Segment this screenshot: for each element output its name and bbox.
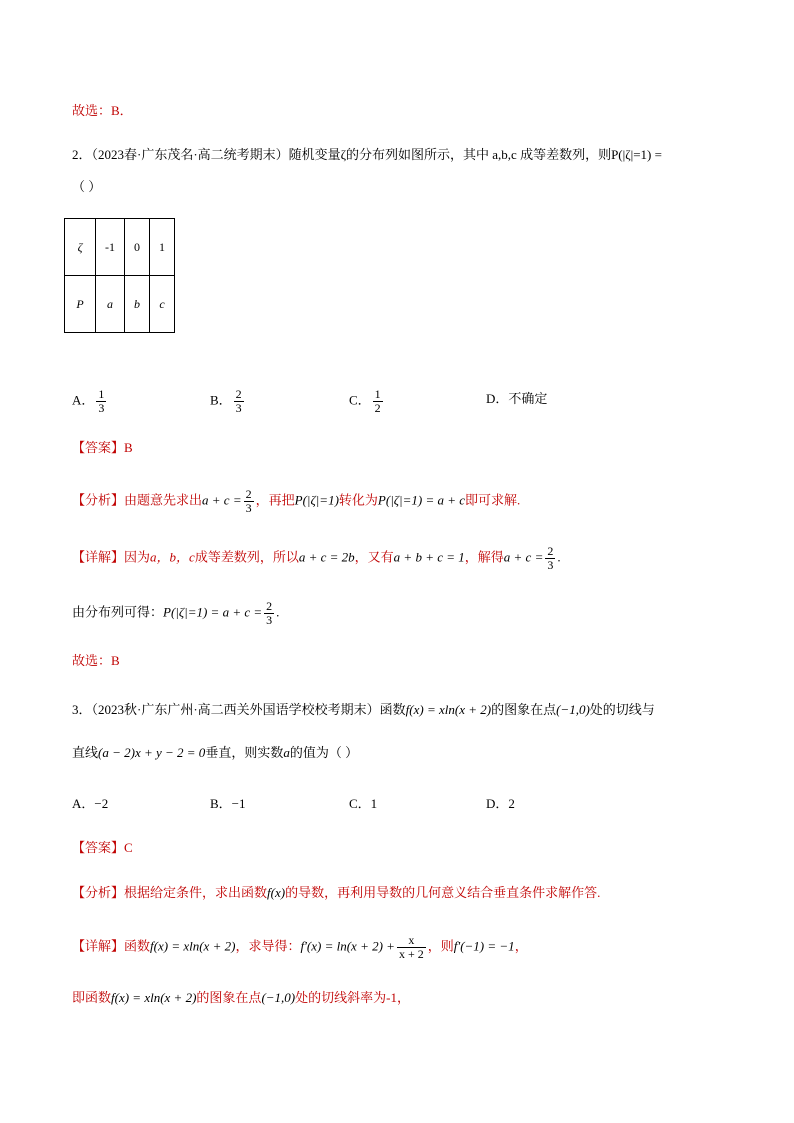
q3-option-d: D．2 xyxy=(486,796,515,811)
table-cell: P xyxy=(65,276,96,333)
q3-detail: 【详解】函数f(x) = xln(x + 2)，求导得：f′(x) = ln(x + 2) + $\frac{x}{x + 2}$ ，则f′(−1) = −1， xyxy=(72,933,528,961)
table-cell: c xyxy=(150,276,175,333)
q2-option-a: A． $\frac{1}{3}$ xyxy=(72,387,105,415)
table-cell: 0 xyxy=(125,219,150,276)
q2-stem-line1: 2．（2023春·广东茂名·高二统考期末）随机变量ζ的分布列如图所示，其中 a,b,c 成等差数列，则P(|ζ|=1) = xyxy=(72,147,662,162)
q1-final-choice: 故选：B． xyxy=(72,103,133,118)
q3-slope-conclusion: 即函数f(x) = xln(x + 2)的图象在点(−1,0)处的切线斜率为-1， xyxy=(72,990,410,1005)
q3-option-c: C．1 xyxy=(349,796,378,811)
table-cell: -1 xyxy=(96,219,125,276)
q3-option-a: A．−2 xyxy=(72,796,109,811)
table-cell: b xyxy=(125,276,150,333)
q2-answer: 【答案】B xyxy=(72,440,133,455)
q2-option-c: C． $\frac{1}{2}$ xyxy=(349,387,381,415)
q3-answer: 【答案】C xyxy=(72,840,133,855)
q2-detail: 【详解】因为a，b，c成等差数列，所以a + c = 2b，又有a + b + c = 1，解得a + c = $\frac{2}{3}$ . xyxy=(72,544,561,572)
q2-analysis: 【分析】由题意先求出a + c = $\frac{2}{3}$ ，再把P(|ζ|=1)转化为P(|ζ|=1) = a + c即可求解. xyxy=(72,487,521,515)
q3-stem-line1: 3．（2023秋·广东广州·高二西关外国语学校校考期末）函数f(x) = xln(x + 2)的图象在点(−1,0)处的切线与 xyxy=(72,702,655,717)
q3-option-b: B．−1 xyxy=(210,796,246,811)
table-cell: ζ xyxy=(65,219,96,276)
q2-option-b: B． $\frac{2}{3}$ xyxy=(210,387,242,415)
q2-final-choice: 故选：B xyxy=(72,653,120,668)
table-cell: 1 xyxy=(150,219,175,276)
distribution-table xyxy=(64,218,175,333)
q2-option-d: D．不确定 xyxy=(486,391,548,406)
q2-distribution-result: 由分布列可得：P(|ζ|=1) = a + c = $\frac{2}{3}$ . xyxy=(72,599,280,627)
q2-stem-line2: （ ） xyxy=(72,179,102,194)
q3-stem-line2: 直线(a − 2)x + y − 2 = 0垂直，则实数a的值为（ ） xyxy=(72,745,359,760)
q3-analysis: 【分析】根据给定条件，求出函数f(x)的导数，再利用导数的几何意义结合垂直条件求解作答. xyxy=(72,885,601,900)
table-cell: a xyxy=(96,276,125,333)
